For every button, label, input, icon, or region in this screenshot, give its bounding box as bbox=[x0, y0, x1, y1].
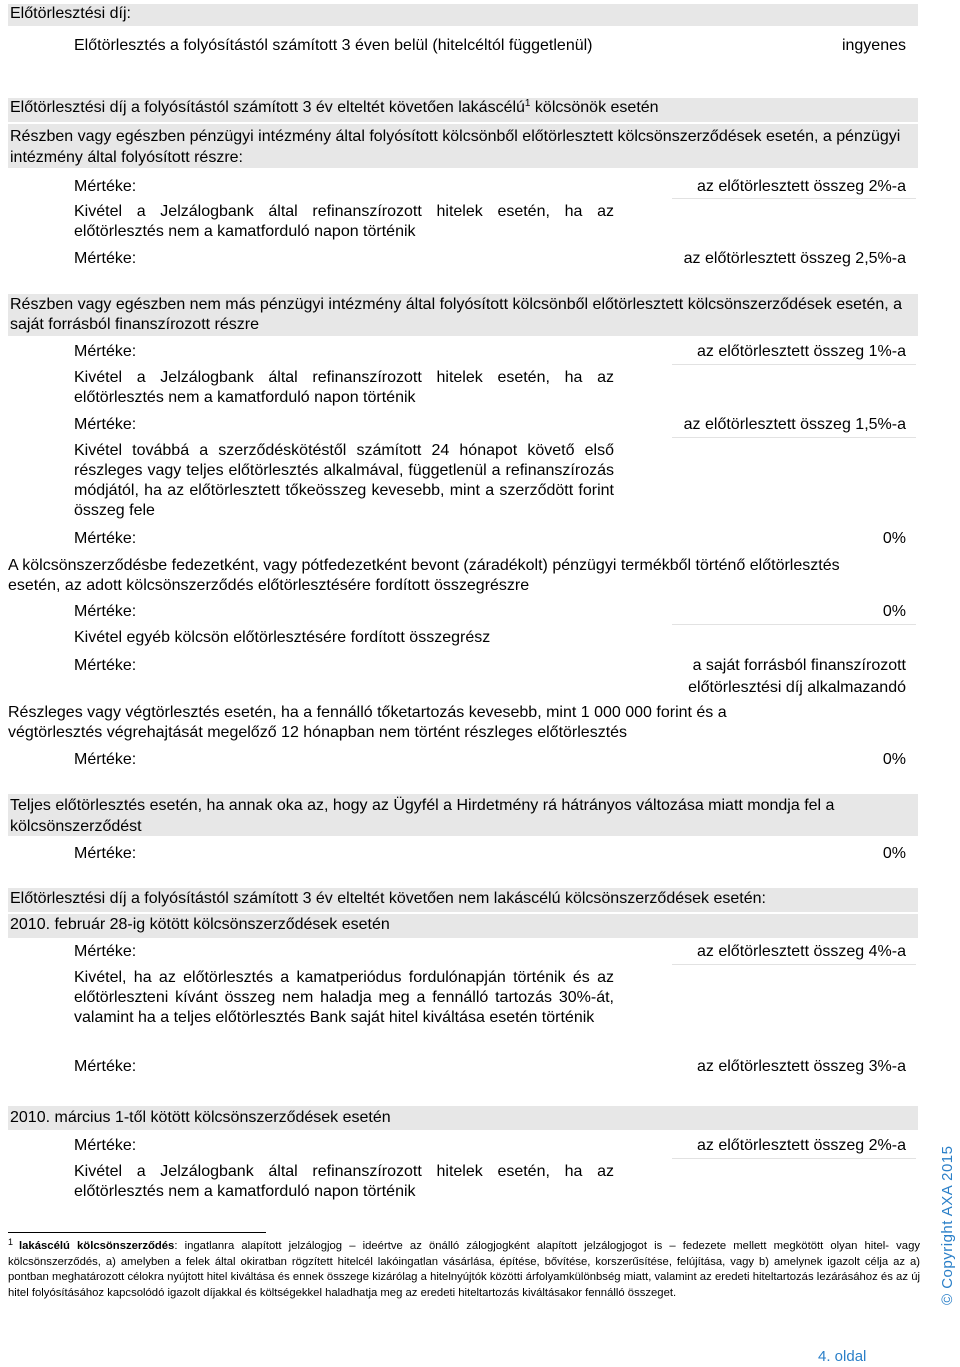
section-title-end: kölcsönök esetén bbox=[530, 99, 659, 116]
footnote-text: : ingatlanra alapított jelzálogjog – ideértve az önálló zálogjogként alapított jelzálogjogot is – fedezete mellett megkötött olyan hitel- vagy kölcsönszerződés, a) amelyben a felek által okiratban rögzített hitelcél lakóingatlan vásárlása, építése, bővítése, korszerűsítése, felújítása, vagy b) amelynek igazolt célja az a) pontban meghatározott célokra nyújtott hitel kiváltása és ennek összege kizárólag a hitelnyújtók közötti árfolyamkülönbség miatt, valamint az eredeti hiteltartozás lezárásához és az új hitel folyósításához kapcsolódó igazolt díjakkal és költségekkel haladhatja meg az eredeti hiteltartozás kiváltásakor fennálló összeget. bbox=[8, 1240, 921, 1299]
rate-value: az előtörlesztett összeg 1%-a bbox=[697, 343, 906, 360]
divider bbox=[672, 624, 916, 625]
exception-text: Kivétel egyéb kölcsön előtörlesztésére fordított összegrész bbox=[74, 629, 491, 646]
rate-value: 0% bbox=[882, 603, 906, 620]
rate-value: 0% bbox=[882, 751, 906, 768]
section-title-non-housing-loans: Előtörlesztési díj a folyósítástól számított 3 év elteltét követően nem lakáscélú kölcsönszerződések esetén: bbox=[8, 888, 918, 912]
rate-label: Mértéke: bbox=[74, 845, 137, 862]
divider bbox=[672, 364, 916, 365]
subsection-financial-institution: Részben vagy egészben pénzügyi intézmény által folyósított kölcsönből előtörlesztett kölcsönszerződések esetén, a pénzügyi intézmény által folyósított részre: bbox=[8, 124, 918, 168]
exception-text: Kivétel továbbá a szerződéskötéstől számított 24 hónapot követő első részleges vagy teljes előtörlesztés alkalmával, függetlenül a refinanszírozás módjától, ha az előtörlesztett tőkeösszeg kevesebb, mint a szerződött forint összeg fele bbox=[74, 442, 614, 519]
rate-value: az előtörlesztett összeg 2%-a bbox=[697, 178, 906, 195]
rate-label: Mértéke: bbox=[74, 250, 137, 267]
rate-label: Mértéke: bbox=[74, 1137, 137, 1154]
divider bbox=[672, 437, 916, 438]
section-title-text: Előtörlesztési díj a folyósítástól számított 3 év elteltét követően lakáscélú bbox=[10, 99, 525, 116]
divider bbox=[672, 1158, 916, 1159]
row-value-free: ingyenes bbox=[841, 37, 906, 54]
footnote bbox=[8, 1239, 920, 1301]
rate-value: az előtörlesztett összeg 2%-a bbox=[697, 1137, 906, 1154]
footnote-term: lakáscélú kölcsönszerződés bbox=[19, 1240, 175, 1252]
rate-value: az előtörlesztett összeg 3%-a bbox=[697, 1058, 906, 1075]
rate-label: Mértéke: bbox=[74, 178, 137, 195]
rate-label: Mértéke: bbox=[74, 343, 137, 360]
section-title-housing-loans bbox=[8, 98, 918, 122]
subsection-full-prepayment: Teljes előtörlesztés esetén, ha annak oka az, hogy az Ügyfél a Hirdetmény rá hátrányos változása miatt mondja fel a kölcsönszerződést bbox=[8, 794, 918, 836]
subsection-own-funds: Részben vagy egészben nem más pénzügyi intézmény által folyósított kölcsönből előtörlesztett kölcsönszerződések esetén, a saját forrásból finanszírozott részre bbox=[8, 294, 918, 336]
exception-text: Kivétel a Jelzálogbank által refinanszírozott hitelek esetén, ha az előtörlesztés nem a kamatforduló napon történik bbox=[74, 203, 614, 240]
exception-text: Kivétel a Jelzálogbank által refinanszírozott hitelek esetén, ha az előtörlesztés nem a kamatforduló napon történik bbox=[74, 369, 614, 406]
footnote-number: 1 bbox=[8, 1237, 14, 1247]
rate-label: Mértéke: bbox=[74, 416, 137, 433]
rate-value: az előtörlesztett összeg 4%-a bbox=[697, 943, 906, 960]
rate-label: Mértéke: bbox=[74, 603, 137, 620]
rate-label: Mértéke: bbox=[74, 751, 137, 768]
divider bbox=[672, 198, 916, 199]
copyright-notice: © Copyright AXA 2015 bbox=[939, 1145, 956, 1305]
subsection-collateral-product: A kölcsönszerződésbe fedezetként, vagy pótfedezetként bevont (záradékolt) pénzügyi termékből történő előtörlesztés esetén, az adott kölcsönszerződés előtörlesztésére fordított összegrészre bbox=[8, 557, 840, 594]
row-text-within-3-years: Előtörlesztés a folyósítástól számított 3 éven belül (hitelcéltól függetlenül) bbox=[74, 37, 593, 54]
section-title-prepayment-fee: Előtörlesztési díj: bbox=[8, 4, 918, 26]
rate-value: 0% bbox=[882, 530, 906, 547]
rate-value: az előtörlesztett összeg 1,5%-a bbox=[683, 416, 906, 433]
footnote-separator bbox=[8, 1232, 266, 1233]
rate-label: Mértéke: bbox=[74, 530, 137, 547]
rate-label: Mértéke: bbox=[74, 657, 137, 674]
subsection-partial-or-final-repayment: Részleges vagy végtörlesztés esetén, ha a fennálló tőketartozás kevesebb, mint 1 000 000 forint és a végtörlesztés végrehajtását megelőző 12 hónapban nem történt részleges előtörlesztés bbox=[8, 704, 727, 741]
exception-text: Kivétel, ha az előtörlesztés a kamatperiódus fordulónapján történik és az előtörleszteni kívánt összeg nem haladja meg a fennálló tartozás 30%-át, valamint ha a teljes előtörlesztés Bank saját hitel kiváltása esetén történik bbox=[74, 969, 614, 1026]
subsection-before-2010-02-28: 2010. február 28-ig kötött kölcsönszerződések esetén bbox=[8, 914, 918, 938]
rate-value: az előtörlesztett összeg 2,5%-a bbox=[683, 250, 906, 267]
footnote-reference: 1 bbox=[524, 98, 531, 109]
rate-value-line1: a saját forrásból finanszírozott bbox=[692, 657, 906, 674]
page-number: 4. oldal bbox=[818, 1348, 867, 1365]
rate-label: Mértéke: bbox=[74, 1058, 137, 1075]
exception-text: Kivétel a Jelzálogbank által refinanszírozott hitelek esetén, ha az előtörlesztés nem a kamatforduló napon történik bbox=[74, 1163, 614, 1200]
rate-label: Mértéke: bbox=[74, 943, 137, 960]
rate-value: 0% bbox=[882, 845, 906, 862]
subsection-from-2010-03-01: 2010. március 1-től kötött kölcsönszerződések esetén bbox=[8, 1106, 918, 1130]
rate-value-line2: előtörlesztési díj alkalmazandó bbox=[688, 679, 906, 696]
divider bbox=[672, 964, 916, 965]
